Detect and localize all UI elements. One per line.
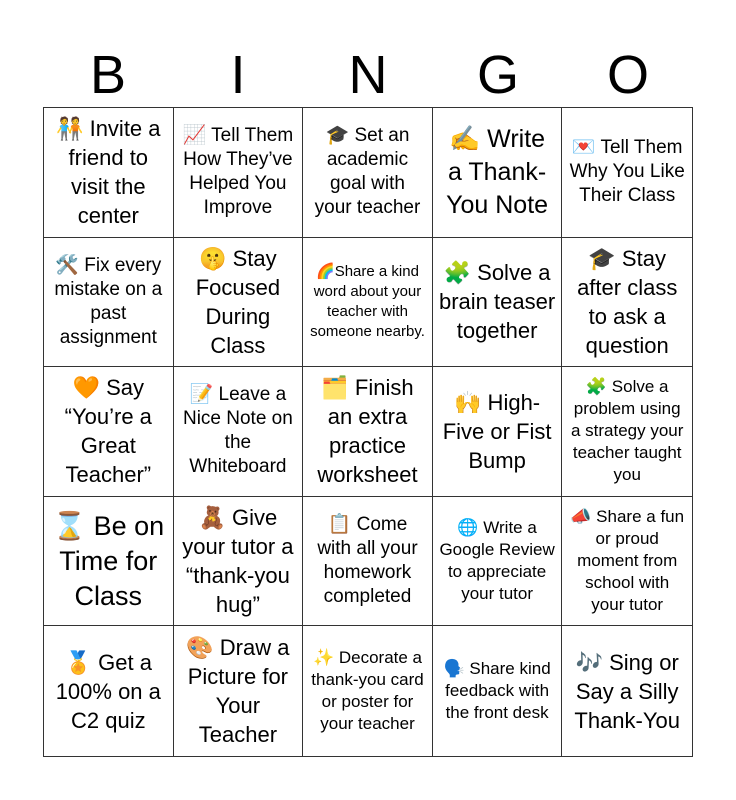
bingo-square-r4-c5[interactable]	[562, 497, 692, 627]
bingo-square-text: 📈 Tell Them How They’ve Helped You Improve	[182, 125, 294, 219]
bingo-square-text: 🌈Share a kind word about your teacher with someone nearby.	[310, 262, 425, 340]
bingo-square-text: 🧡 Say “You’re a Great Teacher”	[64, 375, 152, 488]
bingo-square-text: 🎶 Sing or Say a Silly Thank-You	[574, 649, 680, 733]
bingo-square-text: 🌐 Write a Google Review to appreciate your tutor	[439, 518, 555, 604]
bingo-square-text: 📣 Share a fun or proud moment from school with your tutor	[570, 507, 685, 615]
bingo-square-text: 📝 Leave a Nice Note on the Whiteboard	[182, 384, 293, 478]
bingo-card-grid	[43, 107, 693, 757]
header-letter-i: I	[230, 45, 246, 105]
bingo-square-r5-c2[interactable]	[174, 626, 304, 756]
bingo-square-r5-c5[interactable]	[562, 626, 692, 756]
bingo-square-r4-c1[interactable]	[44, 497, 174, 627]
bingo-square-r1-c4[interactable]	[433, 108, 563, 238]
bingo-square-text: 💌 Tell Them Why You Like Their Class	[569, 137, 685, 207]
bingo-square-r1-c1[interactable]	[44, 108, 174, 238]
bingo-square-r5-c3[interactable]	[303, 626, 433, 756]
bingo-square-text: 🧩 Solve a problem using a strategy your teacher taught you	[570, 377, 684, 485]
bingo-square-r4-c3[interactable]	[303, 497, 433, 627]
bingo-square-r2-c4[interactable]	[433, 238, 563, 368]
bingo-square-r2-c5[interactable]	[562, 238, 692, 368]
bingo-square-text: ⌛ Be on Time for Class	[52, 510, 165, 611]
bingo-square-r1-c3[interactable]	[303, 108, 433, 238]
bingo-square-text: 🧩 Solve a brain teaser together	[439, 260, 556, 344]
bingo-square-text: 🎓 Set an academic goal with your teacher	[314, 125, 421, 219]
bingo-square-text: 🙌 High-Five or Fist Bump	[442, 389, 552, 473]
bingo-square-text: 🤫 Stay Focused During Class	[195, 245, 281, 358]
bingo-square-r1-c5[interactable]	[562, 108, 692, 238]
bingo-square-text: 🗂️ Finish an extra practice worksheet	[317, 375, 418, 488]
bingo-header	[43, 44, 693, 106]
bingo-square-text: 🎨 Draw a Picture for Your Teacher	[186, 635, 290, 748]
bingo-square-r5-c4[interactable]	[433, 626, 563, 756]
bingo-square-text: 🛠️ Fix every mistake on a past assignment	[54, 254, 163, 348]
bingo-square-r3-c5[interactable]	[562, 367, 692, 497]
bingo-square-r3-c2[interactable]	[174, 367, 304, 497]
header-letter-b: B	[89, 45, 127, 105]
bingo-square-r2-c2[interactable]	[174, 238, 304, 368]
bingo-square-r4-c4[interactable]	[433, 497, 563, 627]
bingo-square-text: 🎓 Stay after class to ask a question	[577, 245, 678, 358]
bingo-square-r4-c2[interactable]	[174, 497, 304, 627]
bingo-square-r5-c1[interactable]	[44, 626, 174, 756]
bingo-square-r2-c1[interactable]	[44, 238, 174, 368]
header-letter-o: O	[606, 45, 649, 105]
bingo-square-text: 🧸 Give your tutor a “thank-you hug”	[182, 505, 294, 618]
bingo-square-r1-c2[interactable]	[174, 108, 304, 238]
bingo-square-r3-c4[interactable]	[433, 367, 563, 497]
bingo-square-r3-c3[interactable]	[303, 367, 433, 497]
bingo-square-text: 🗣️ Share kind feedback with the front desk	[443, 659, 551, 723]
header-letter-n: N	[348, 45, 388, 105]
bingo-square-text: ✨ Decorate a thank-you card or poster for your teacher	[311, 648, 424, 734]
bingo-square-text: ✍️ Write a Thank-You Note	[446, 124, 549, 219]
bingo-square-r2-c3[interactable]	[303, 238, 433, 368]
bingo-square-text: 📋 Come with all your homework completed	[317, 514, 418, 608]
bingo-square-text: 🧑‍🤝‍🧑 Invite a friend to visit the center	[56, 116, 161, 229]
bingo-square-r3-c1[interactable]	[44, 367, 174, 497]
header-letter-g: G	[476, 45, 519, 105]
bingo-square-text: 🏅 Get a 100% on a C2 quiz	[55, 649, 161, 733]
